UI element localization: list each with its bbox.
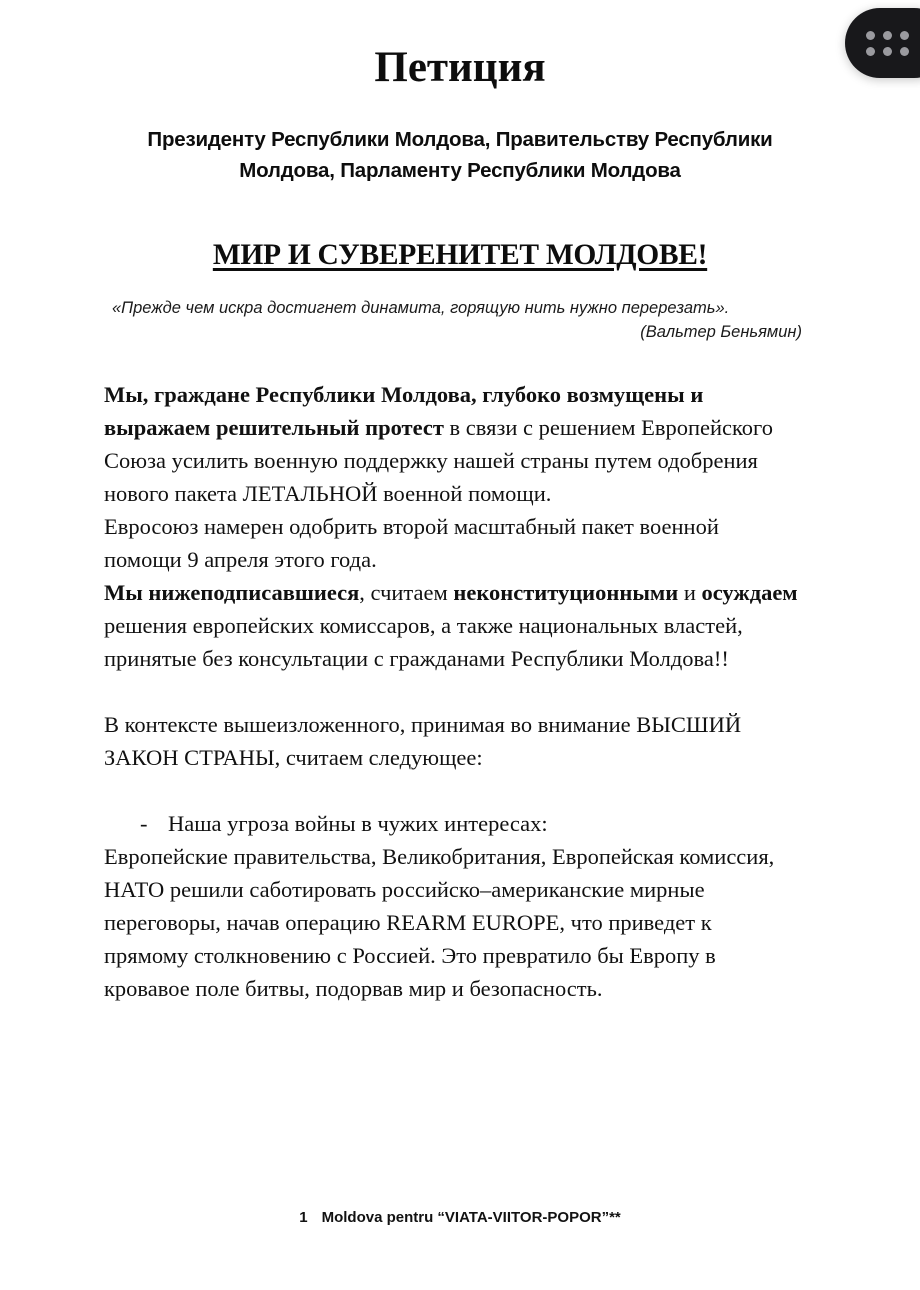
paragraph-2: Евросоюз намерен одобрить второй масштабный пакет военной помощи 9 апреля этого года.	[104, 514, 719, 572]
paragraph-1	[104, 378, 800, 510]
slogan-text: МИР И СУВЕРЕНИТЕТ МОЛДОВЕ!	[212, 239, 708, 271]
page-title: Петиция	[374, 44, 546, 91]
page-footer	[0, 1208, 920, 1228]
paragraph-3-rest: решения европейских комиссаров, а также национальных властей, принятые без консультации с гражданами Республики Молдова!!	[104, 613, 743, 671]
bullet-heading-text: Наша угроза войны в чужих интересах:	[168, 811, 548, 836]
epigraph-author: (Вальтер Беньямин)	[640, 323, 802, 341]
addressee-line: Президенту Республики Молдова, Правительству Республики Молдова, Парламенту Республики Молдова	[147, 128, 773, 182]
petition-text	[0, 378, 920, 1005]
paragraph-3	[104, 576, 800, 675]
paragraph-3-mid-2: и	[678, 580, 702, 605]
paragraph-3-emphasis-1: Мы нижеподписавшиеся	[104, 580, 360, 605]
paragraph-3-mid-1: , считаем	[359, 580, 454, 605]
paragraph-1-rest: в связи с решением Европейского Союза усилить военную поддержку нашей страны путем одобрения нового пакета ЛЕТАЛЬНОЙ военной помощи.	[104, 415, 773, 506]
bullet-heading-line	[104, 807, 800, 840]
bullet-dash-icon: -	[140, 811, 148, 836]
paragraph-3-emphasis-2: неконституционными	[453, 580, 679, 605]
slogan-heading	[0, 236, 920, 274]
paragraph-5: Европейские правительства, Великобритания, Европейская комиссия, НАТО решили саботировать российско–американские мирные переговоры, начав операцию REARM EUROPE, что приведет к прямому столкновению с Россией. Это превратило бы Европу в кровавое поле битвы, подорвав мир и безопасность.	[104, 844, 775, 1001]
footer-page-number: 1	[299, 1209, 308, 1226]
epigraph-text: «Прежде чем искра достигнет динамита, горящую нить нужно перерезать».	[112, 299, 730, 317]
footer-organization: Moldova pentru “VIATA-VIITOR-POPOR”**	[321, 1209, 621, 1226]
paragraph-3-emphasis-3: осуждаем	[701, 580, 798, 605]
epigraph	[112, 296, 802, 344]
bullet-item	[104, 807, 800, 840]
paragraph-1-emphasis: Мы, граждане Республики Молдова, глубоко возмущены и выражаем решительный протест	[104, 382, 704, 440]
paragraph-4: В контексте вышеизложенного, принимая во внимание ВЫСШИЙ ЗАКОН СТРАНЫ, считаем следующее:	[104, 712, 742, 770]
